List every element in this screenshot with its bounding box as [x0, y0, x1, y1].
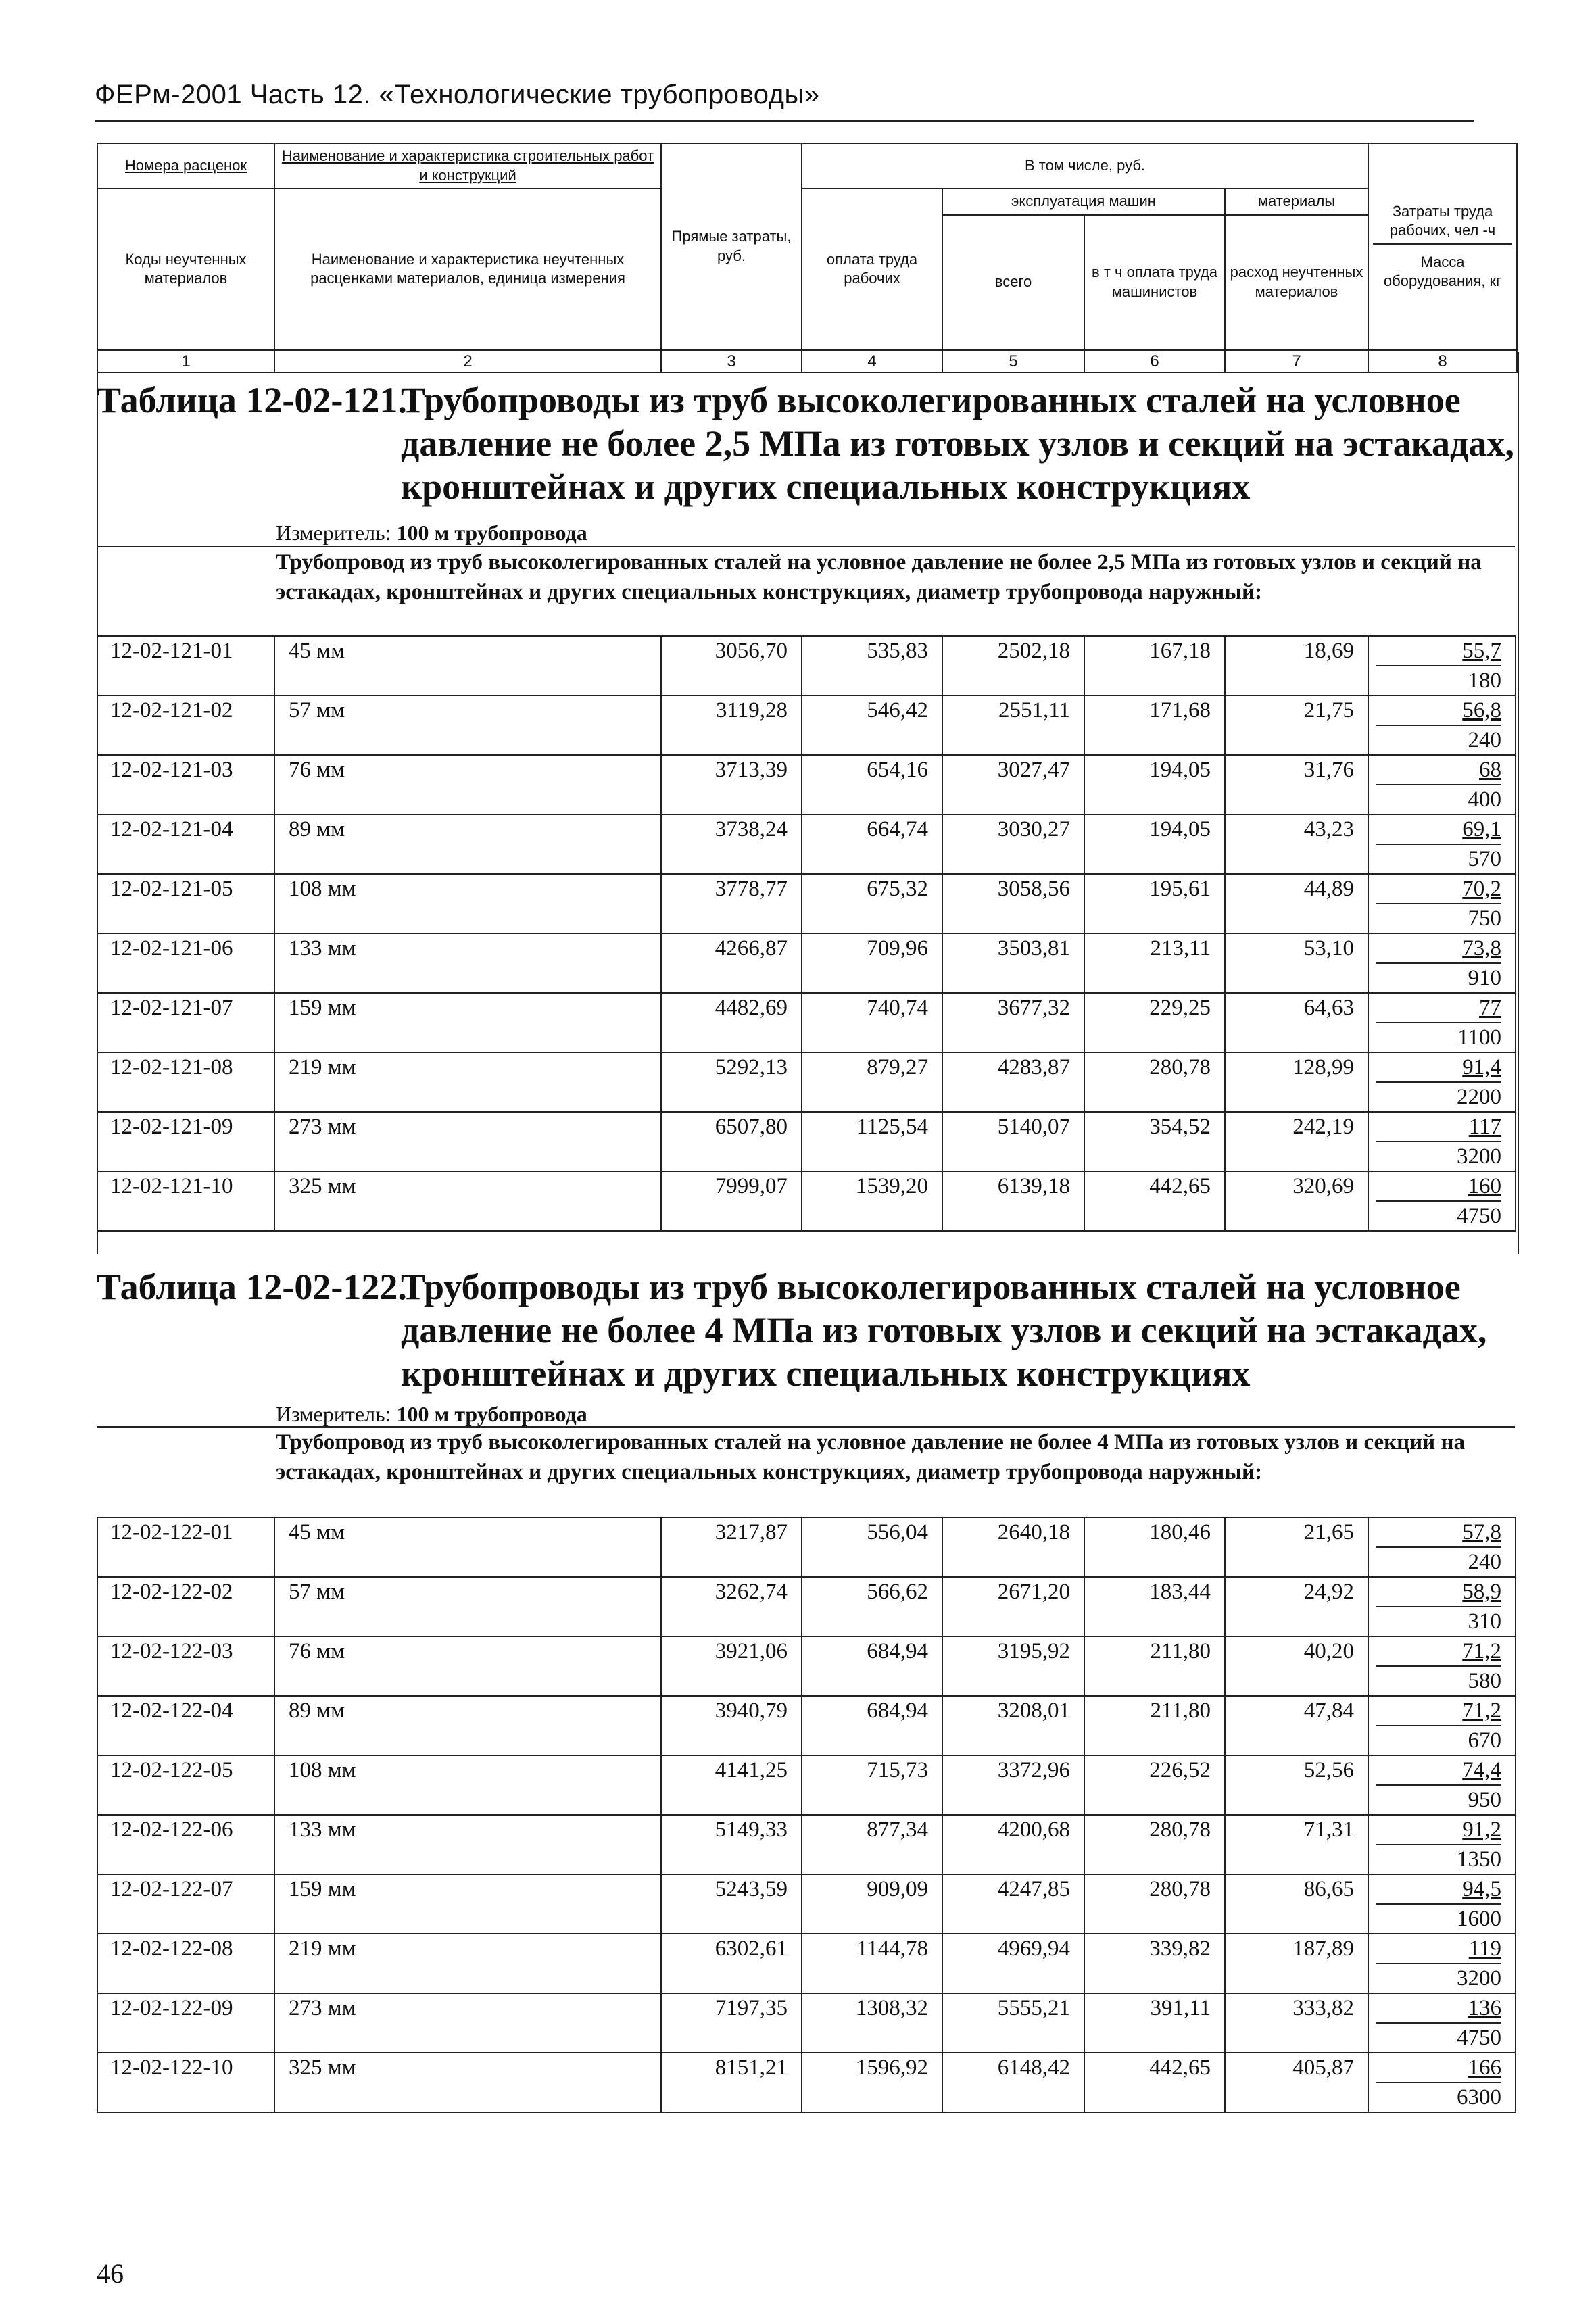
machines-total: 2551,11: [942, 696, 1084, 755]
rate-code: 12-02-122-10: [97, 2053, 274, 2112]
rate-code: 12-02-121-08: [97, 1052, 274, 1112]
labor-mass-cell: [1368, 1696, 1516, 1755]
labor-costs: 160: [1468, 1174, 1501, 1198]
equipment-mass: 1350: [1376, 1844, 1501, 1874]
header-rate-number: Номера расценок: [97, 143, 274, 189]
labor-mass-cell: [1368, 933, 1516, 993]
rates-table: [97, 1517, 1516, 2113]
header-material-name: Наименование и характеристика неучтенных расценками материалов, единица измерения: [274, 189, 661, 350]
materials-cost: 24,92: [1225, 1577, 1368, 1636]
labor-mass-cell: [1368, 1993, 1516, 2053]
direct-costs: 3778,77: [661, 874, 802, 933]
materials-cost: 52,56: [1225, 1755, 1368, 1815]
page-header: ФЕРм-2001 Часть 12. «Технологические трубопроводы»: [95, 80, 820, 109]
operators-pay: 391,11: [1084, 1993, 1225, 2053]
labor-pay: 556,04: [802, 1517, 942, 1577]
labor-mass-cell: [1368, 1171, 1516, 1231]
rate-name: 273 мм: [274, 1112, 661, 1171]
labor-pay: 709,96: [802, 933, 942, 993]
rate-code: 12-02-121-06: [97, 933, 274, 993]
direct-costs: 7999,07: [661, 1171, 802, 1231]
table-description: Трубопровод из труб высоколегированных сталей на условное давление не более 2,5 МПа из готовых узлов и секций на эстакадах, кронштейнах и других специальных конструкциях, диаметр трубопровода наружный:: [276, 550, 1482, 604]
equipment-mass: 570: [1376, 844, 1501, 873]
labor-mass-cell: [1368, 1815, 1516, 1874]
labor-pay: 675,32: [802, 874, 942, 933]
labor-costs: 55,7: [1462, 639, 1501, 663]
rate-code: 12-02-122-09: [97, 1993, 274, 2053]
machines-total: 3030,27: [942, 814, 1084, 874]
rate-name: 325 мм: [274, 1171, 661, 1231]
rate-name: 325 мм: [274, 2053, 661, 2112]
operators-pay: 280,78: [1084, 1052, 1225, 1112]
labor-costs: 74,4: [1462, 1758, 1501, 1782]
direct-costs: 4266,87: [661, 933, 802, 993]
operators-pay: 194,05: [1084, 814, 1225, 874]
materials-cost: 53,10: [1225, 933, 1368, 993]
equipment-mass: 400: [1376, 784, 1501, 814]
rate-code: 12-02-121-10: [97, 1171, 274, 1231]
labor-mass-cell: [1368, 1052, 1516, 1112]
equipment-mass: 670: [1376, 1725, 1501, 1755]
equipment-mass: 6300: [1376, 2082, 1501, 2112]
rate-name: 133 мм: [274, 933, 661, 993]
header-codes: Коды неучтенных материалов: [97, 189, 274, 350]
materials-cost: 333,82: [1225, 1993, 1368, 2053]
direct-costs: 7197,35: [661, 1993, 802, 2053]
meter-value: 100 м трубопровода: [396, 520, 587, 545]
labor-pay: 1539,20: [802, 1171, 942, 1231]
direct-costs: 3713,39: [661, 755, 802, 814]
equipment-mass: 240: [1376, 725, 1501, 754]
header-labor-pay: оплата труда рабочих: [802, 189, 942, 350]
table-row: [97, 1755, 1516, 1815]
labor-pay: 664,74: [802, 814, 942, 874]
operators-pay: 442,65: [1084, 1171, 1225, 1231]
labor-costs: 136: [1468, 1996, 1501, 2020]
header-work-name: Наименование и характеристика строительных работ и конструкций: [274, 143, 661, 189]
labor-mass-cell: [1368, 874, 1516, 933]
rate-name: 57 мм: [274, 1577, 661, 1636]
table-row: [97, 1874, 1516, 1934]
table-row: [97, 1577, 1516, 1636]
rates-body: [97, 1517, 1516, 2112]
table-row: [97, 1696, 1516, 1755]
machines-total: 6139,18: [942, 1171, 1084, 1231]
machines-total: 3195,92: [942, 1636, 1084, 1696]
rate-name: 219 мм: [274, 1934, 661, 1993]
labor-costs: 91,4: [1462, 1055, 1501, 1079]
labor-pay: 1125,54: [802, 1112, 942, 1171]
labor-mass-cell: [1368, 1517, 1516, 1577]
direct-costs: 3056,70: [661, 636, 802, 696]
header-rule: [95, 120, 1474, 122]
direct-costs: 3921,06: [661, 1636, 802, 1696]
labor-pay: 740,74: [802, 993, 942, 1052]
header-materials: материалы: [1225, 189, 1368, 215]
equipment-mass: 4750: [1376, 1200, 1501, 1230]
materials-cost: 21,75: [1225, 696, 1368, 755]
labor-mass-cell: [1368, 1755, 1516, 1815]
rate-name: 76 мм: [274, 1636, 661, 1696]
materials-cost: 86,65: [1225, 1874, 1368, 1934]
rate-name: 76 мм: [274, 755, 661, 814]
labor-pay: 546,42: [802, 696, 942, 755]
direct-costs: 4482,69: [661, 993, 802, 1052]
labor-pay: 684,94: [802, 1636, 942, 1696]
machines-total: 4247,85: [942, 1874, 1084, 1934]
equipment-mass: 1600: [1376, 1903, 1501, 1933]
labor-mass-cell: [1368, 814, 1516, 874]
materials-cost: 21,65: [1225, 1517, 1368, 1577]
labor-pay: 535,83: [802, 636, 942, 696]
direct-costs: 4141,25: [661, 1755, 802, 1815]
labor-costs: 57,8: [1462, 1520, 1501, 1544]
rate-code: 12-02-121-09: [97, 1112, 274, 1171]
labor-costs: 94,5: [1462, 1877, 1501, 1901]
labor-costs: 71,2: [1462, 1699, 1501, 1723]
operators-pay: 167,18: [1084, 636, 1225, 696]
materials-cost: 18,69: [1225, 636, 1368, 696]
operators-pay: 354,52: [1084, 1112, 1225, 1171]
table-row: [97, 1052, 1516, 1112]
labor-costs: 69,1: [1462, 817, 1501, 842]
rate-name: 133 мм: [274, 1815, 661, 1874]
table-row: [97, 1993, 1516, 2053]
equipment-mass: 950: [1376, 1784, 1501, 1814]
rates-table: [97, 635, 1516, 1232]
table-row: [97, 1171, 1516, 1231]
table-row: [97, 814, 1516, 874]
machines-total: 3208,01: [942, 1696, 1084, 1755]
header-labor-mass: [1368, 143, 1517, 350]
labor-mass-cell: [1368, 636, 1516, 696]
materials-cost: 40,20: [1225, 1636, 1368, 1696]
labor-pay: 1144,78: [802, 1934, 942, 1993]
rate-name: 45 мм: [274, 636, 661, 696]
col-num: 6: [1084, 350, 1225, 372]
rate-name: 89 мм: [274, 814, 661, 874]
table-row: [97, 636, 1516, 696]
table-title: Трубопроводы из труб высоколегированных сталей на условное давление не более 2,5 МПа из готовых узлов и секций на эстакадах, кронштейнах и других специальных конструкциях: [401, 380, 1514, 507]
direct-costs: 3738,24: [661, 814, 802, 874]
direct-costs: 3119,28: [661, 696, 802, 755]
meter-value: 100 м трубопровода: [396, 1402, 587, 1426]
operators-pay: 213,11: [1084, 933, 1225, 993]
rate-name: 159 мм: [274, 993, 661, 1052]
rate-name: 89 мм: [274, 1696, 661, 1755]
header-total: всего: [942, 215, 1084, 350]
table-row: [97, 933, 1516, 993]
equipment-mass: 910: [1376, 962, 1501, 992]
table-row: [97, 1517, 1516, 1577]
labor-pay: 879,27: [802, 1052, 942, 1112]
table-row: [97, 1815, 1516, 1874]
labor-pay: 1308,32: [802, 1993, 942, 2053]
rate-code: 12-02-121-04: [97, 814, 274, 874]
materials-cost: 47,84: [1225, 1696, 1368, 1755]
labor-costs: 73,8: [1462, 936, 1501, 960]
equipment-mass: 2200: [1376, 1081, 1501, 1111]
header-labor-costs: Затраты труда рабочих, чел -ч: [1373, 199, 1512, 245]
operators-pay: 339,82: [1084, 1934, 1225, 1993]
operators-pay: 442,65: [1084, 2053, 1225, 2112]
labor-costs: 56,8: [1462, 698, 1501, 723]
direct-costs: 8151,21: [661, 2053, 802, 2112]
labor-mass-cell: [1368, 755, 1516, 814]
rate-code: 12-02-122-02: [97, 1577, 274, 1636]
operators-pay: 171,68: [1084, 696, 1225, 755]
labor-mass-cell: [1368, 1874, 1516, 1934]
rate-name: 45 мм: [274, 1517, 661, 1577]
page-number: 46: [97, 2258, 124, 2289]
labor-mass-cell: [1368, 2053, 1516, 2112]
labor-pay: 909,09: [802, 1874, 942, 1934]
header-direct-costs: Прямые затраты, руб.: [661, 143, 802, 350]
header-unaccounted-materials: расход неучтенных материалов: [1225, 215, 1368, 350]
header-equipment-mass: Масса оборудования, кг: [1383, 253, 1502, 290]
materials-cost: 320,69: [1225, 1171, 1368, 1231]
labor-mass-cell: [1368, 1934, 1516, 1993]
table-row: [97, 696, 1516, 755]
equipment-mass: 1100: [1376, 1022, 1501, 1052]
labor-costs: 166: [1468, 2055, 1501, 2080]
equipment-mass: 310: [1376, 1606, 1501, 1636]
col-num: 3: [661, 350, 802, 372]
labor-costs: 91,2: [1462, 1818, 1501, 1842]
materials-cost: 128,99: [1225, 1052, 1368, 1112]
direct-costs: 6507,80: [661, 1112, 802, 1171]
labor-pay: 654,16: [802, 755, 942, 814]
equipment-mass: 580: [1376, 1665, 1501, 1695]
direct-costs: 3262,74: [661, 1577, 802, 1636]
column-header-table: [97, 143, 1518, 373]
materials-cost: 44,89: [1225, 874, 1368, 933]
machines-total: 4283,87: [942, 1052, 1084, 1112]
col-num: 2: [274, 350, 661, 372]
direct-costs: 6302,61: [661, 1934, 802, 1993]
operators-pay: 211,80: [1084, 1636, 1225, 1696]
table-row: [97, 1636, 1516, 1696]
materials-cost: 43,23: [1225, 814, 1368, 874]
machines-total: 3677,32: [942, 993, 1084, 1052]
operators-pay: 195,61: [1084, 874, 1225, 933]
labor-costs: 119: [1468, 1936, 1501, 1961]
rate-code: 12-02-122-07: [97, 1874, 274, 1934]
rate-name: 159 мм: [274, 1874, 661, 1934]
direct-costs: 5243,59: [661, 1874, 802, 1934]
direct-costs: 5149,33: [661, 1815, 802, 1874]
machines-total: 3503,81: [942, 933, 1084, 993]
labor-costs: 77: [1479, 996, 1501, 1020]
machines-total: 5140,07: [942, 1112, 1084, 1171]
col-num: 4: [802, 350, 942, 372]
meter: [276, 1402, 587, 1427]
rate-code: 12-02-122-03: [97, 1636, 274, 1696]
labor-mass-cell: [1368, 1577, 1516, 1636]
col-num: 5: [942, 350, 1084, 372]
materials-cost: 31,76: [1225, 755, 1368, 814]
rate-name: 108 мм: [274, 874, 661, 933]
col-num: 7: [1225, 350, 1368, 372]
materials-cost: 64,63: [1225, 993, 1368, 1052]
rate-code: 12-02-122-04: [97, 1696, 274, 1755]
labor-pay: 877,34: [802, 1815, 942, 1874]
meter: [276, 520, 587, 545]
labor-mass-cell: [1368, 1112, 1516, 1171]
materials-cost: 405,87: [1225, 2053, 1368, 2112]
equipment-mass: 4750: [1376, 2022, 1501, 2052]
equipment-mass: 750: [1376, 903, 1501, 933]
machines-total: 2640,18: [942, 1517, 1084, 1577]
labor-mass-cell: [1368, 1636, 1516, 1696]
labor-costs: 68: [1479, 758, 1501, 782]
machines-total: 3027,47: [942, 755, 1084, 814]
machines-total: 4200,68: [942, 1815, 1084, 1874]
table-row: [97, 993, 1516, 1052]
meter-label: Измеритель:: [276, 520, 391, 545]
labor-costs: 117: [1468, 1115, 1501, 1139]
table-row: [97, 1934, 1516, 1993]
rates-body: [97, 636, 1516, 1231]
col-num: 1: [97, 350, 274, 372]
rate-name: 273 мм: [274, 1993, 661, 2053]
rate-name: 57 мм: [274, 696, 661, 755]
rate-code: 12-02-122-08: [97, 1934, 274, 1993]
operators-pay: 280,78: [1084, 1874, 1225, 1934]
operators-pay: 280,78: [1084, 1815, 1225, 1874]
table-label: Таблица 12-02-121.: [97, 380, 407, 420]
col-num: 8: [1368, 350, 1517, 372]
direct-costs: 5292,13: [661, 1052, 802, 1112]
machines-total: 3372,96: [942, 1755, 1084, 1815]
table-label: Таблица 12-02-122.: [97, 1267, 407, 1307]
labor-pay: 684,94: [802, 1696, 942, 1755]
direct-costs: 3940,79: [661, 1696, 802, 1755]
operators-pay: 194,05: [1084, 755, 1225, 814]
table-row: [97, 874, 1516, 933]
rate-code: 12-02-122-05: [97, 1755, 274, 1815]
table-row: [97, 1112, 1516, 1171]
table-row: [97, 755, 1516, 814]
header-machines: эксплуатация машин: [942, 189, 1225, 215]
operators-pay: 183,44: [1084, 1577, 1225, 1636]
labor-costs: 58,9: [1462, 1580, 1501, 1604]
rate-code: 12-02-121-01: [97, 636, 274, 696]
operators-pay: 180,46: [1084, 1517, 1225, 1577]
rate-name: 108 мм: [274, 1755, 661, 1815]
rate-code: 12-02-121-05: [97, 874, 274, 933]
materials-cost: 71,31: [1225, 1815, 1368, 1874]
direct-costs: 3217,87: [661, 1517, 802, 1577]
labor-mass-cell: [1368, 993, 1516, 1052]
meter-label: Измеритель:: [276, 1402, 391, 1426]
machines-total: 3058,56: [942, 874, 1084, 933]
materials-cost: 187,89: [1225, 1934, 1368, 1993]
equipment-mass: 240: [1376, 1546, 1501, 1576]
machines-total: 2671,20: [942, 1577, 1084, 1636]
equipment-mass: 180: [1376, 665, 1501, 695]
machines-total: 4969,94: [942, 1934, 1084, 1993]
table-description: Трубопровод из труб высоколегированных сталей на условное давление не более 4 МПа из готовых узлов и секций на эстакадах, кронштейнах и других специальных конструкциях, диаметр трубопровода наружный:: [276, 1430, 1465, 1484]
machines-total: 6148,42: [942, 2053, 1084, 2112]
materials-cost: 242,19: [1225, 1112, 1368, 1171]
rate-code: 12-02-121-07: [97, 993, 274, 1052]
machines-total: 5555,21: [942, 1993, 1084, 2053]
equipment-mass: 3200: [1376, 1963, 1501, 1993]
rate-code: 12-02-121-03: [97, 755, 274, 814]
table-row: [97, 2053, 1516, 2112]
operators-pay: 229,25: [1084, 993, 1225, 1052]
labor-costs: 70,2: [1462, 877, 1501, 901]
header-including: В том числе, руб.: [802, 143, 1368, 189]
labor-pay: 715,73: [802, 1755, 942, 1815]
rate-name: 219 мм: [274, 1052, 661, 1112]
labor-mass-cell: [1368, 696, 1516, 755]
machines-total: 2502,18: [942, 636, 1084, 696]
labor-pay: 1596,92: [802, 2053, 942, 2112]
labor-pay: 566,62: [802, 1577, 942, 1636]
equipment-mass: 3200: [1376, 1141, 1501, 1171]
operators-pay: 226,52: [1084, 1755, 1225, 1815]
table-title: Трубопроводы из труб высоколегированных сталей на условное давление не более 4 МПа из готовых узлов и секций на эстакадах, кронштейнах и других специальных конструкциях: [401, 1267, 1487, 1394]
rate-code: 12-02-121-02: [97, 696, 274, 755]
rate-code: 12-02-122-01: [97, 1517, 274, 1577]
labor-costs: 71,2: [1462, 1639, 1501, 1663]
rate-code: 12-02-122-06: [97, 1815, 274, 1874]
header-incl-operators: в т ч оплата труда машинистов: [1084, 215, 1225, 350]
operators-pay: 211,80: [1084, 1696, 1225, 1755]
